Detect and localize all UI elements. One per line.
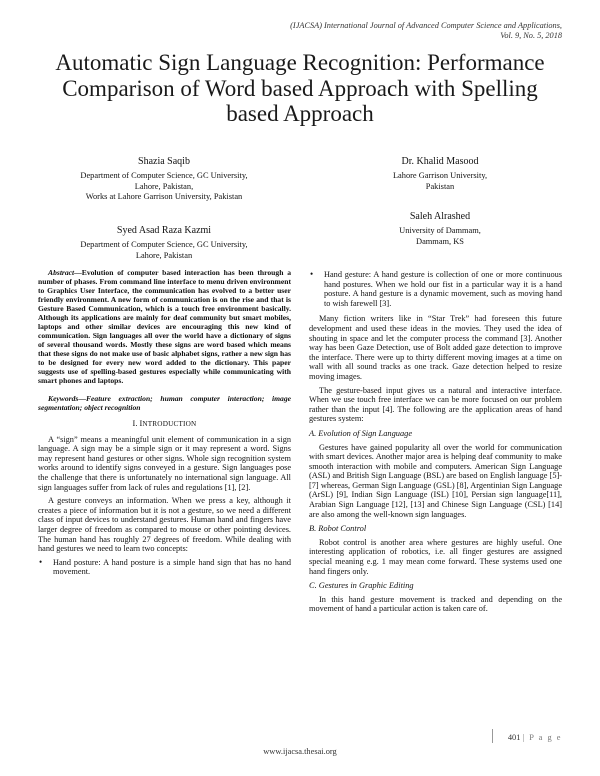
title-line: based Approach xyxy=(226,101,374,126)
section-number: I. xyxy=(132,419,138,428)
body-paragraph: Many fiction writers like in “Star Trek” had foreseen this future development and used these ideas in the movies. They used the idea of shouting in space and let the computer process the command [3]. Another way has been Gaze Detection, use of Bolt added gaze detection to improve the interface. There were up to thirty different moving images at a time on wall with all sound tracks as one track. Gaze detection helped to resize moving images. xyxy=(309,314,562,381)
bullet-icon: • xyxy=(39,556,43,567)
volume-header: Vol. 9, No. 5, 2018 xyxy=(500,31,562,40)
author-affiliation: Department of Computer Science, GC University, xyxy=(80,240,248,249)
subsection-heading: C. Gestures in Graphic Editing xyxy=(309,581,414,591)
section-initial: I xyxy=(139,419,143,428)
subsection-heading: A. Evolution of Sign Language xyxy=(309,428,413,438)
author-name: Dr. Khalid Masood xyxy=(401,156,479,167)
page-word: | P a g e xyxy=(522,733,562,742)
body-paragraph: Gestures have gained popularity all over the world for communication with smart devices. Another major area is helping deaf community to make smooth interaction with mobile and computers. American Sign Language (ASL) and British Sign Language (BSL) are based on English language [5]-[7] whereas, German Sign Language (GSL) [8], Argentinian Sign Language (ArSL) [9], Indian Sign Language (ISL) [10], Persian sign language[11], Arabian Sign Language [12], [13] and Chinese Sign Language (CSL) [14] are also among the well-known sign languages. xyxy=(309,442,562,519)
body-paragraph: Robot control is another area where gestures are highly useful. One interesting application of robotics, i.e. all finger gestures are assigned special meaning e.g. 1 may mean come forward. These systems used one hand fingers only. xyxy=(309,537,562,576)
author-affiliation: Pakistan xyxy=(425,181,455,191)
author-affiliation: University of Dammam, xyxy=(399,226,481,235)
keywords-label: Keywords xyxy=(48,394,79,403)
author-block xyxy=(40,225,288,261)
bullet-text: Hand posture: A hand posture is a simple hand sign that has no hand movement. xyxy=(53,557,291,577)
footer-url: www.ijacsa.thesai.org xyxy=(263,747,337,756)
keywords xyxy=(38,394,291,412)
section-heading xyxy=(38,419,291,430)
subsection-heading: B. Robot Control xyxy=(309,524,367,534)
author-affiliation: Department of Computer Science, GC University, xyxy=(80,171,248,180)
body-paragraph: A “sign” means a meaningful unit element of communication in a sign language. A sign may be a simple sign or it may represent a word. Signs may represent hand gestures or other signs. Whole sign recognition system works around to identify signs conveyed in a gesture. Sign languages pose the challenge that there is unfortunately no international sign language. All sign languages suffer from lack of rules and regulations [1], [2]. xyxy=(38,434,291,492)
keywords-text: —Feature extraction; human computer interaction; image segmentation; object recognition xyxy=(38,394,291,412)
journal-header: (IJACSA) International Journal of Advanced Computer Science and Applications, xyxy=(290,21,562,30)
author-affiliation: Lahore Garrison University, xyxy=(392,171,488,180)
body-paragraph: A gesture conveys an information. When we press a key, although it creates a piece of information but it is not a gesture, so we need a different class of input devices to understand gestures. Human hand and fingers have larger degree of freedom as compared to mouse or other pointing devices. The human hand has roughly 27 degrees of freedom. While dealing with hand gestures we need to learn two concepts: xyxy=(38,496,291,554)
page-number xyxy=(508,733,562,742)
author-name: Syed Asad Raza Kazmi xyxy=(116,225,212,236)
author-block xyxy=(40,156,288,203)
author-affiliation: Lahore, Pakistan xyxy=(135,250,193,260)
bullet-item xyxy=(309,270,562,308)
section-title-rest: NTRODUCTION xyxy=(142,420,197,428)
author-affiliation: Dammam, KS xyxy=(416,236,464,246)
author-name: Shazia Saqib xyxy=(138,156,190,167)
right-column xyxy=(309,270,562,618)
paper-title xyxy=(20,50,580,127)
footer-divider xyxy=(492,729,493,743)
bullet-text: Hand gesture: A hand gesture is collection of one or more continuous hand postures. When we hold our fist in a particular way it is a hand posture. A hand gesture is a dynamic movement, such as moving hand to wish farewell [3]. xyxy=(324,270,562,308)
author-affiliation: Works at Lahore Garrison University, Pakistan xyxy=(85,192,243,202)
body-paragraph: The gesture-based input gives us a natural and interactive interface. When we use touch free interface we can be more focused on our problem rather than the input [4]. The following are the application areas of hand gestures system: xyxy=(309,385,562,424)
bullet-icon: • xyxy=(310,269,314,279)
title-line: Automatic Sign Language Recognition: Performance xyxy=(55,50,545,75)
bullet-item xyxy=(38,558,291,577)
author-name: Saleh Alrashed xyxy=(409,211,471,222)
author-affiliation: Lahore, Pakistan, xyxy=(134,181,194,191)
page-number-value: 401 xyxy=(507,733,521,742)
title-line: Comparison of Word based Approach with Spelling xyxy=(62,75,538,101)
left-column xyxy=(38,268,291,583)
author-block xyxy=(350,211,530,247)
abstract-text: —Evolution of computer based interaction has been through a number of phases. From command line interface to menu driven environment to Graphics User Interface, the communication has evolved to a better user friendly environment. A new form of communication is on the rise and that is Gesture Based Communication, which is a touch free environment basically. Although its applications are mainly for deaf community but smart mobiles, laptops and other similar devices are encouraging this new kind of communication. Sign languages all over the world have a dictionary of signs of several thousand words. Mostly these signs are word based which means that these signs do not make use of basic alphabet signs, rather a new sign has to be designed for every new word added to the dictionary. This paper suggests use of spelling-based gestures especially while communicating with smart phones and laptops. xyxy=(38,268,291,385)
body-paragraph: In this hand gesture movement is tracked and depending on the movement of hand a particular action is taken care of. xyxy=(309,594,562,614)
abstract xyxy=(38,268,291,385)
author-block xyxy=(350,156,530,192)
abstract-label: Abstract xyxy=(48,268,75,277)
